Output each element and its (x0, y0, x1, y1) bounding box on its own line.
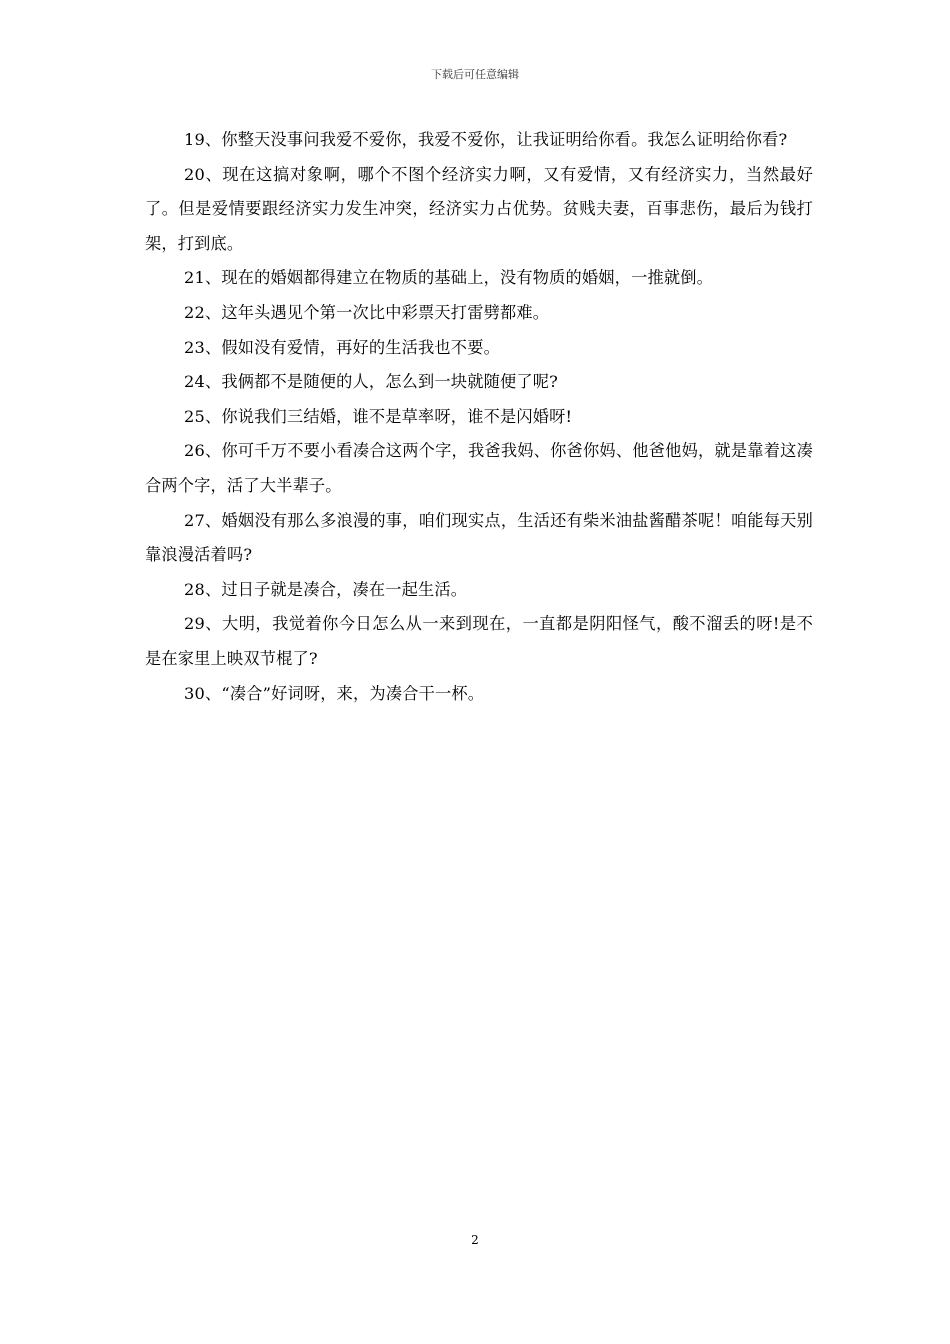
paragraph-29: 29、大明，我觉着你今日怎么从一来到现在，一直都是阴阳怪气，酸不溜丢的呀!是不是在家里上映双节棍了? (145, 614, 813, 668)
page-number: 2 (471, 1233, 479, 1247)
paragraph-27: 27、婚姻没有那么多浪漫的事，咱们现实点，生活还有柴米油盐酱醋茶呢！咱能每天别靠浪漫活着吗? (145, 510, 813, 565)
paragraph-20: 20、现在这搞对象啊，哪个不图个经济实力啊，又有爱情，又有经济实力，当然最好了。但是爱情要跟经济实力发生冲突，经济实力占优势。贫贱夫妻，百事悲伤，最后为钱打架，打到底。 (145, 164, 813, 253)
paragraph-25: 25、你说我们三结婚，谁不是草率呀，谁不是闪婚呀! (184, 406, 573, 426)
paragraph-24: 24、我俩都不是随便的人，怎么到一块就随便了呢? (184, 372, 559, 392)
paragraph-19: 19、你整天没事问我爱不爱你，我爱不爱你，让我证明给你看。我怎么证明给你看? (184, 130, 788, 149)
page-header: 下载后可任意编辑 (431, 68, 519, 81)
paragraph-21: 21、现在的婚姻都得建立在物质的基础上，没有物质的婚姻，一推就倒。 (184, 268, 714, 288)
paragraph-30: 30、“凑合”好词呀，来，为凑合干一杯。 (184, 683, 485, 703)
paragraph-22: 22、这年头遇见个第一次比中彩票天打雷劈都难。 (184, 302, 550, 322)
paragraph-28: 28、过日子就是凑合，凑在一起生活。 (184, 579, 468, 599)
paragraph-26: 26、你可千万不要小看凑合这两个字，我爸我妈、你爸你妈、他爸他妈，就是靠着这凑合两个字，活了大半辈子。 (145, 441, 813, 495)
body-text (145, 123, 813, 711)
paragraph-23: 23、假如没有爱情，再好的生活我也不要。 (184, 337, 500, 357)
